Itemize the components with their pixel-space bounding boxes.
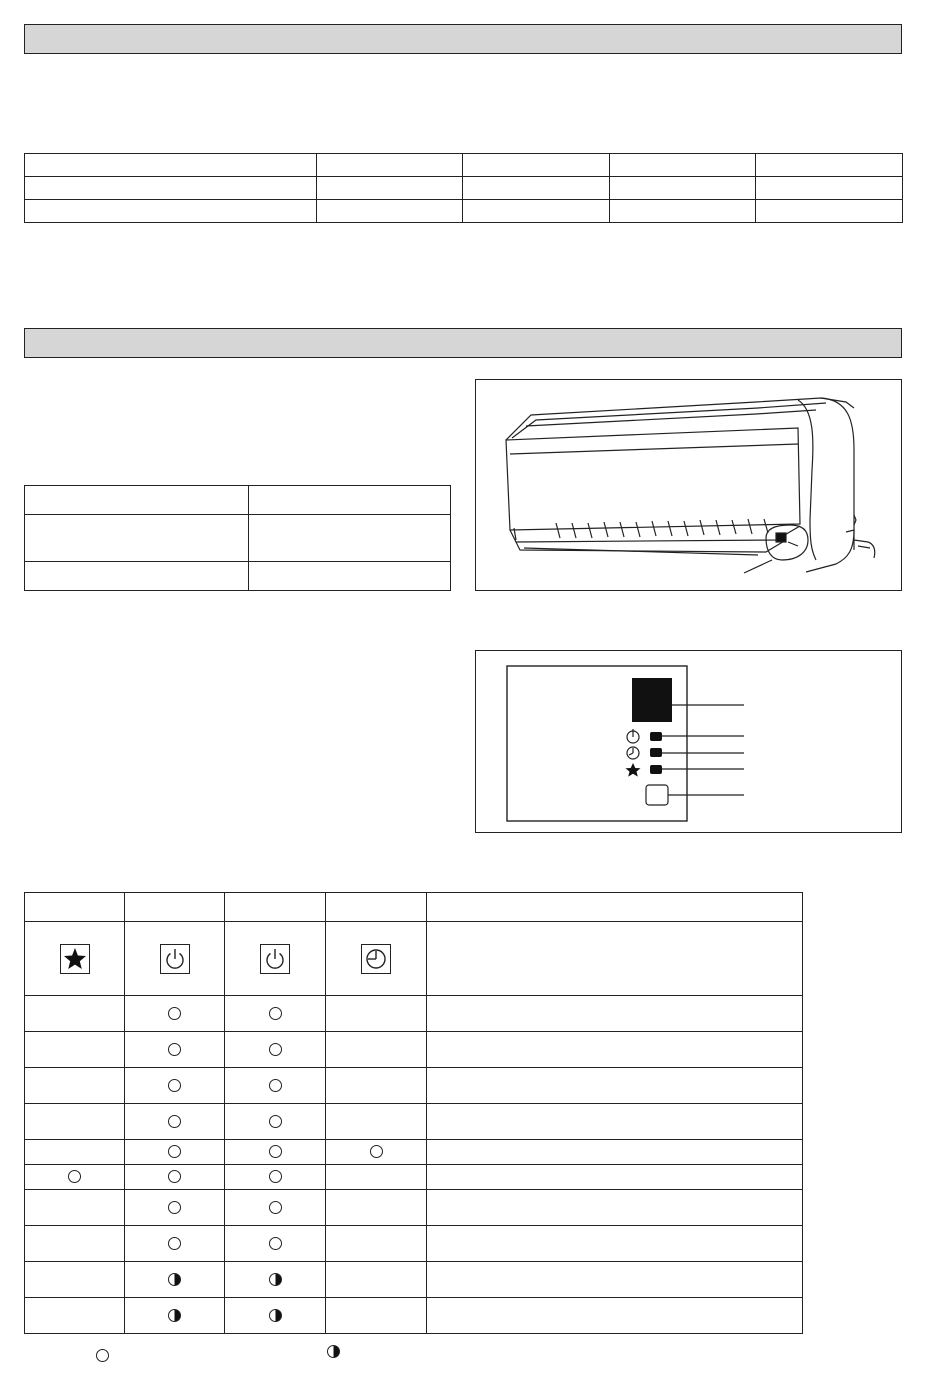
air-conditioner-illustration: [476, 380, 901, 590]
circle-icon: [269, 1043, 282, 1056]
circle-icon: [168, 1115, 181, 1128]
table-header-row: [25, 893, 803, 922]
circle-icon: [68, 1170, 81, 1183]
table-row: [25, 1104, 803, 1140]
circle-icon: [269, 1007, 282, 1020]
circle-icon: [168, 1170, 181, 1183]
table-row: [25, 1190, 803, 1226]
power-indicator-lamp: [650, 732, 662, 741]
power-icon: [160, 944, 190, 974]
spec-table: [24, 153, 903, 223]
star-indicator-lamp: [650, 765, 662, 774]
table-row: [25, 177, 903, 200]
receiver-window: [632, 678, 672, 722]
table-row: [25, 996, 803, 1032]
star-icon: [60, 944, 90, 974]
circle-icon: [370, 1145, 383, 1158]
circle-icon: [269, 1237, 282, 1250]
table-row: [25, 1298, 803, 1334]
table-row: [25, 486, 451, 515]
circle-icon: [168, 1145, 181, 1158]
half-filled-circle-icon: [168, 1309, 181, 1322]
section-header-bar-1: [24, 24, 902, 54]
emergency-operation-button: [646, 785, 668, 805]
half-filled-circle-icon: [269, 1309, 282, 1322]
circle-icon: [269, 1170, 282, 1183]
legend-ring-symbol: [96, 1347, 109, 1365]
table-row: [25, 515, 451, 562]
table-row: [25, 1032, 803, 1068]
icon-header-row: [25, 922, 803, 996]
circle-icon: [168, 1079, 181, 1092]
circle-icon: [168, 1237, 181, 1250]
table-row: [25, 200, 903, 223]
legend-half-symbol: [327, 1343, 340, 1361]
circle-icon: [168, 1043, 181, 1056]
half-filled-circle-icon: [168, 1273, 181, 1286]
table-row: [25, 1140, 803, 1165]
indicator-panel-diagram: [476, 651, 901, 832]
circle-icon: [269, 1079, 282, 1092]
table-row: [25, 1165, 803, 1190]
power-icon: [260, 944, 290, 974]
timer-indicator-lamp: [650, 748, 662, 757]
circle-icon: [269, 1201, 282, 1214]
circle-icon: [168, 1007, 181, 1020]
table-row: [25, 562, 451, 591]
circle-icon: [269, 1145, 282, 1158]
indicator-status-table: [24, 892, 803, 1334]
half-filled-circle-icon: [269, 1273, 282, 1286]
indicator-panel-figure: [475, 650, 902, 833]
settings-table: [24, 485, 451, 591]
table-row: [25, 1226, 803, 1262]
indoor-unit-figure: [475, 379, 902, 591]
circle-icon: [168, 1201, 181, 1214]
table-row: [25, 1068, 803, 1104]
table-row: [25, 1262, 803, 1298]
table-row: [25, 154, 903, 177]
timer-icon: [361, 944, 391, 974]
circle-icon: [269, 1115, 282, 1128]
section-header-bar-2: [24, 328, 902, 358]
